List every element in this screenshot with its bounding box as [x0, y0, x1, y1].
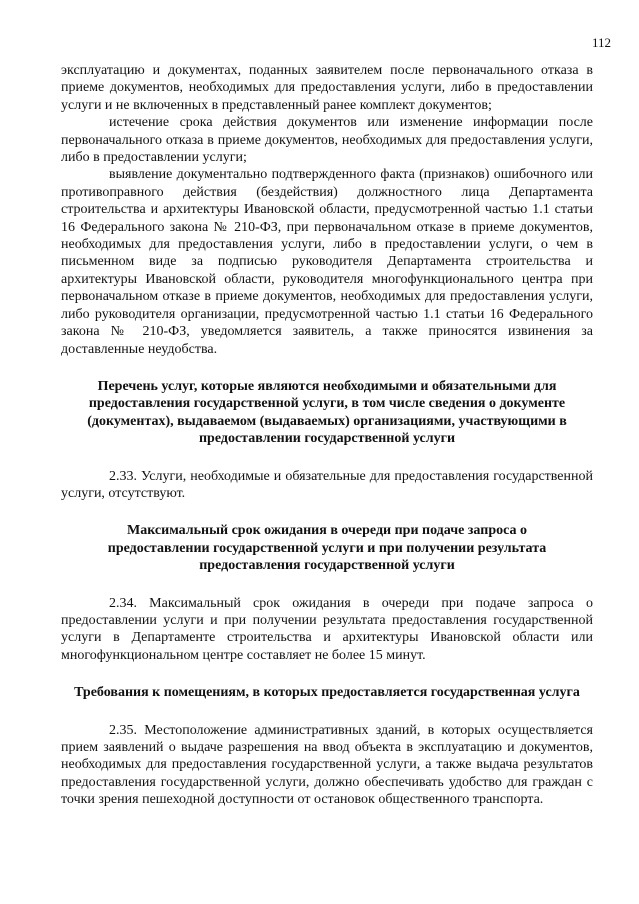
- section-heading-queue-time: Максимальный срок ожидания в очереди при подаче запроса о предоставлении государственной услуги и при получении результата предоставления государственной услуги: [107, 523, 547, 574]
- document-body: [61, 62, 593, 809]
- paragraph-2-34: 2.34. Максимальный срок ожидания в очереди при подаче запроса о предоставлении услуги и при получении результата предоставления государственной услуги в Департаменте строительства и архитектуры Ивановской области или многофункциональном центре составляет не более 15 минут.: [61, 595, 593, 663]
- paragraph-2-35: 2.35. Местоположение административных зданий, в которых осуществляется прием заявлений о выдаче разрешения на ввод объекта в эксплуатацию и документов, необходимых для предоставления государственной услуги, а также выдача результатов предоставления государственной услуги, должно обеспечивать удобство для граждан с точки зрения пешеходной доступности от остановок общественного транспорта.: [61, 722, 593, 808]
- page-number: 112: [591, 35, 611, 50]
- section-heading-premises: Требования к помещениям, в которых предоставляется государственная услуга: [74, 685, 580, 701]
- paragraph-error-detection: выявление документально подтвержденного факта (признаков) ошибочного или противоправного действия (бездействия) должностного лица Департамента строительства и архитектуры Ивановской области, предусмотренной частью 1.1 статьи 16 Федерального закона № 210-ФЗ, при первоначальном отказе в приеме документов, необходимых для предоставления услуги, либо в предоставлении услуги, о чем в письменном виде за подписью руководителя Департамента строительства и архитектуры Ивановской области, руководителя многофункционального центра при первоначальном отказе в приеме документов, необходимых для предоставления услуги, либо руководителя организации, предусмотренной частью 1.1 статьи 16 Федерального закона № 210-ФЗ, уведомляется заявитель, а также приносятся извинения за доставленные неудобства.: [61, 167, 593, 357]
- paragraph-2-33: 2.33. Услуги, необходимые и обязательные для предоставления государственной услуги, отсутствуют.: [61, 468, 593, 501]
- section-heading-required-services: Перечень услуг, которые являются необходимыми и обязательными для предоставления государственной услуги, в том числе сведения о документе (документах), выдаваемом (выдаваемых) организациями, участвующими в предоставлении государственной услуги: [87, 378, 567, 447]
- paragraph-expiry: истечение срока действия документов или изменение информации после первоначального отказа в приеме документов, необходимых для предоставления услуги, либо в предоставлении услуги;: [61, 115, 593, 166]
- paragraph-continuation: эксплуатацию и документах, поданных заявителем после первоначального отказа в приеме документов, необходимых для предоставления услуги, либо в предоставлении услуги и не включенных в представленный ранее комплект документов;: [61, 63, 593, 113]
